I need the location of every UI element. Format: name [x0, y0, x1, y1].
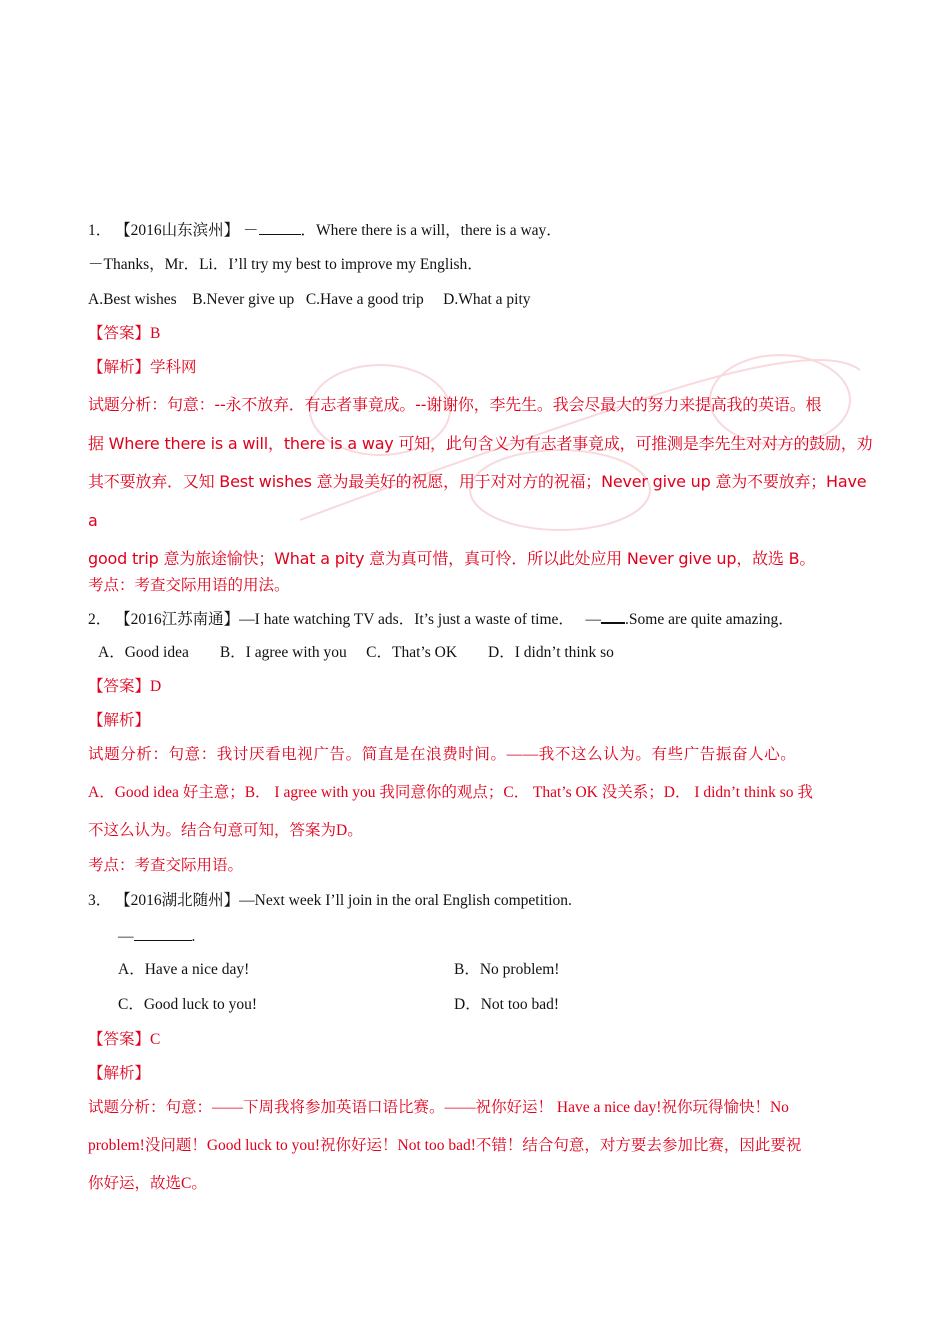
q3-analysis-line: problem!没问题！Good luck to you!祝你好运！Not too bad!不错！结合句意，对方要去参加比赛，因此要祝	[88, 1137, 802, 1154]
q2-analysis-line: A．Good idea 好主意；B． I agree with you 我同意你的观点；C． That’s OK 没关系；D． I didn’t think so 我	[88, 784, 813, 801]
q1-number: 1．	[88, 222, 112, 239]
q1-blank	[259, 220, 301, 235]
q3-option-a: A．Have a nice day!	[118, 961, 250, 978]
q2-source: 【2016江苏南通】	[115, 611, 240, 628]
q3-prompt: —Next week I’ll join in the oral English competition.	[239, 892, 572, 909]
q1-stem	[88, 220, 562, 241]
q2-prompt-pre: —I hate watching TV ads．It’s just a waste of time． —	[239, 611, 602, 628]
q3-stem	[88, 891, 572, 911]
q1-prompt-post: ．Where there is a will，there is a way．	[300, 222, 562, 239]
q3-number: 3．	[88, 892, 112, 909]
q1-analysis	[88, 386, 878, 579]
q3-analysis-line: 试题分析：句意：——下周我将参加英语口语比赛。——祝你好运！ Have a nice day!祝你玩得愉快！No	[88, 1099, 789, 1116]
q1-answer: 【答案】B	[88, 325, 161, 342]
q3-analysis-label: 【解析】	[88, 1065, 151, 1082]
q1-analysis-line: good trip 意为旅途愉快；What a pity 意为真可惜，真可怜．所以此处应用 Never give up，故选 B。	[88, 549, 816, 568]
q3-analysis-line: 你好运，故选C。	[88, 1175, 207, 1192]
q2-analysis-line: 试题分析：句意：我讨厌看电视广告。简直是在浪费时间。——我不这么认为。有些广告振奋人心。	[88, 746, 797, 763]
q3-option-b: B．No problem!	[454, 961, 560, 978]
q2-analysis-label: 【解析】	[88, 712, 151, 729]
q1-source: 【2016山东滨州】	[115, 222, 240, 239]
q2-blank	[601, 608, 625, 624]
q2-stem	[88, 608, 794, 630]
q2-options: A．Good idea B．I agree with you C．That’s OK D．I didn’t think so	[98, 644, 614, 661]
q1-analysis-line: 据 Where there is a will，there is a way 可知，此句含义为有志者事竟成，可推测是李先生对对方的鼓励，劝	[88, 433, 873, 453]
q3-reply	[118, 926, 195, 947]
q3-blank	[134, 926, 192, 941]
q1-prompt-pre: －	[243, 222, 259, 239]
q2-analysis-line: 不这么认为。结合句意可知，答案为D。	[88, 822, 363, 839]
q1-options: A.Best wishes B.Never give up C.Have a good trip D.What a pity	[88, 291, 531, 308]
q1-analysis-line: 试题分析：句意：--永不放弃．有志者事竟成。--谢谢你，李先生。我会尽最大的努力来提高我的英语。根	[88, 395, 822, 414]
q3-reply-post: .	[191, 928, 196, 945]
q2-number: 2．	[88, 611, 112, 628]
q2-answer: 【答案】D	[88, 678, 162, 695]
q1-analysis-label: 【解析】学科网	[88, 359, 197, 376]
q1-kaodian: 考点：考查交际用语的用法。	[88, 577, 290, 594]
q1-analysis-line: 其不要放弃．又知 Best wishes 意为最美好的祝愿，用于对对方的祝福；Never give up 意为不要放弃；Have a	[88, 472, 867, 530]
q3-option-d: D．Not too bad!	[454, 996, 560, 1013]
q3-answer: 【答案】C	[88, 1031, 161, 1048]
q3-reply-pre: —	[118, 928, 134, 945]
q2-kaodian: 考点：考查交际用语。	[88, 857, 244, 874]
q1-reply: －Thanks，Mr．Li．I’ll try my best to improve my English．	[88, 256, 483, 273]
q2-prompt-post: .Some are quite amazing．	[625, 611, 794, 628]
q3-source: 【2016湖北随州】	[115, 892, 240, 909]
q3-option-c: C．Good luck to you!	[118, 996, 258, 1013]
